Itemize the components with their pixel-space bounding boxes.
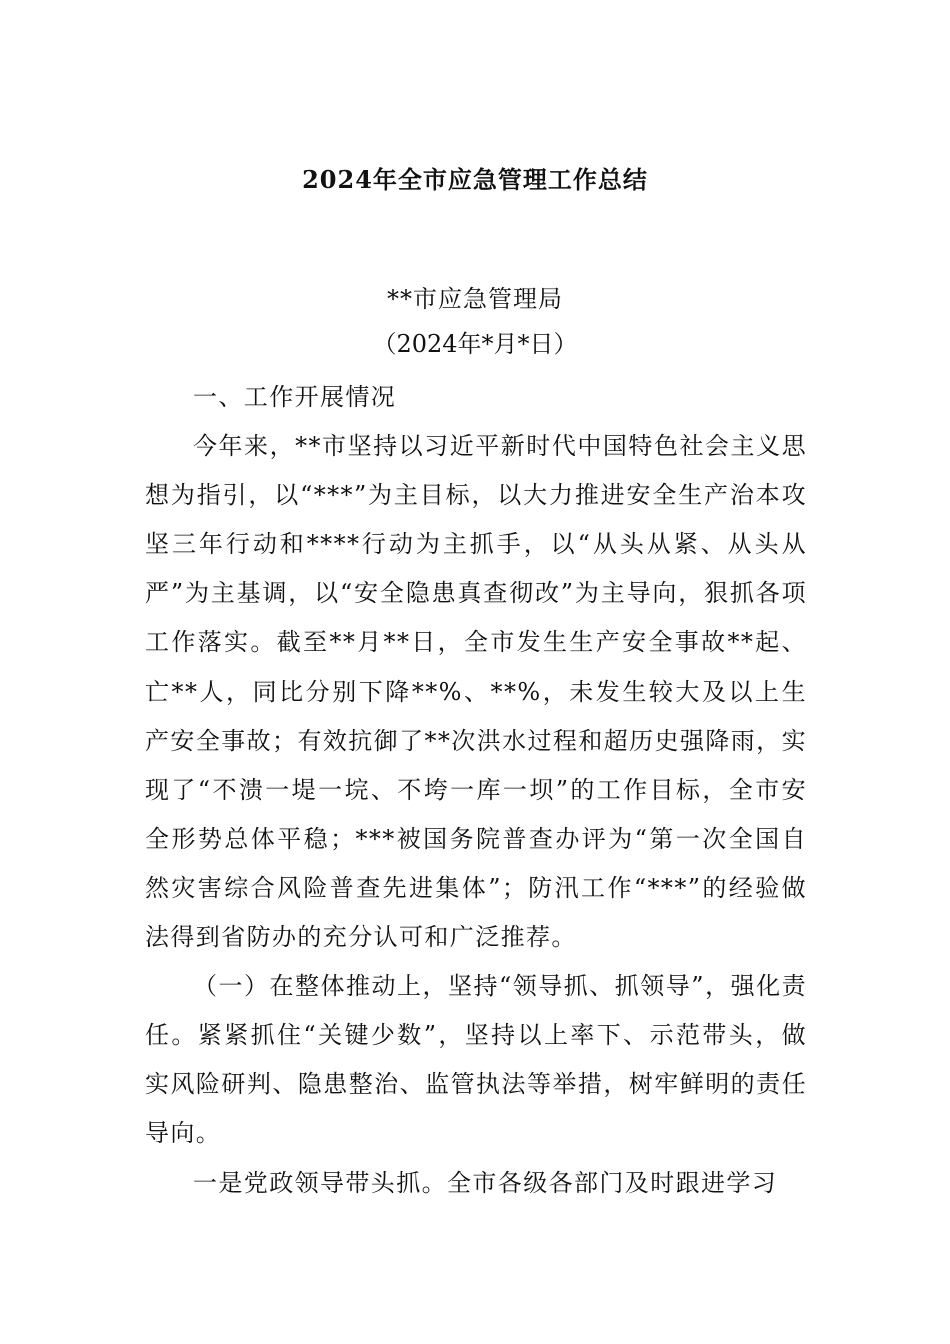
section-heading: 一、工作开展情况 [193, 383, 397, 411]
paragraph-point-1: 一是党政领导带头抓。全市各级各部门及时跟进学习 [193, 1168, 778, 1197]
issuing-organization: **市应急管理局 [387, 285, 563, 313]
document-date: （2024年*月*日） [372, 330, 578, 358]
document-title: 2024年全市应急管理工作总结 [302, 165, 648, 194]
document-body [145, 373, 807, 1208]
paragraph-overview: 今年来，**市坚持以习近平新时代中国特色社会主义思想为指引，以“***”为主目标，以大力推进安全生产治本攻坚三年行动和****行动为主抓手，以“从头从紧、从头从严”为主基调，以“安全隐患真查彻改”为主导向，狠抓各项工作落实。截至**月**日，全市发生生产安全事故**起、亡**人，同比分别下降**%、**%，未发生较大及以上生产安全事故；有效抗御了**次洪水过程和超历史强降雨，实现了“不溃一堤一垸、不垮一库一坝”的工作目标，全市安全形势总体平稳；***被国务院普查办评为“第一次全国自然灾害综合风险普查先进集体”；防汛工作“***”的经验做法得到省防办的充分认可和广泛推荐。 [145, 432, 807, 952]
paragraph-subsection-1: （一）在整体推动上，坚持“领导抓、抓领导”，强化责任。紧紧抓住“关键少数”，坚持以上率下、示范带头，做实风险研判、隐患整治、监管执法等举措，树牢鲜明的责任导向。 [145, 972, 807, 1148]
